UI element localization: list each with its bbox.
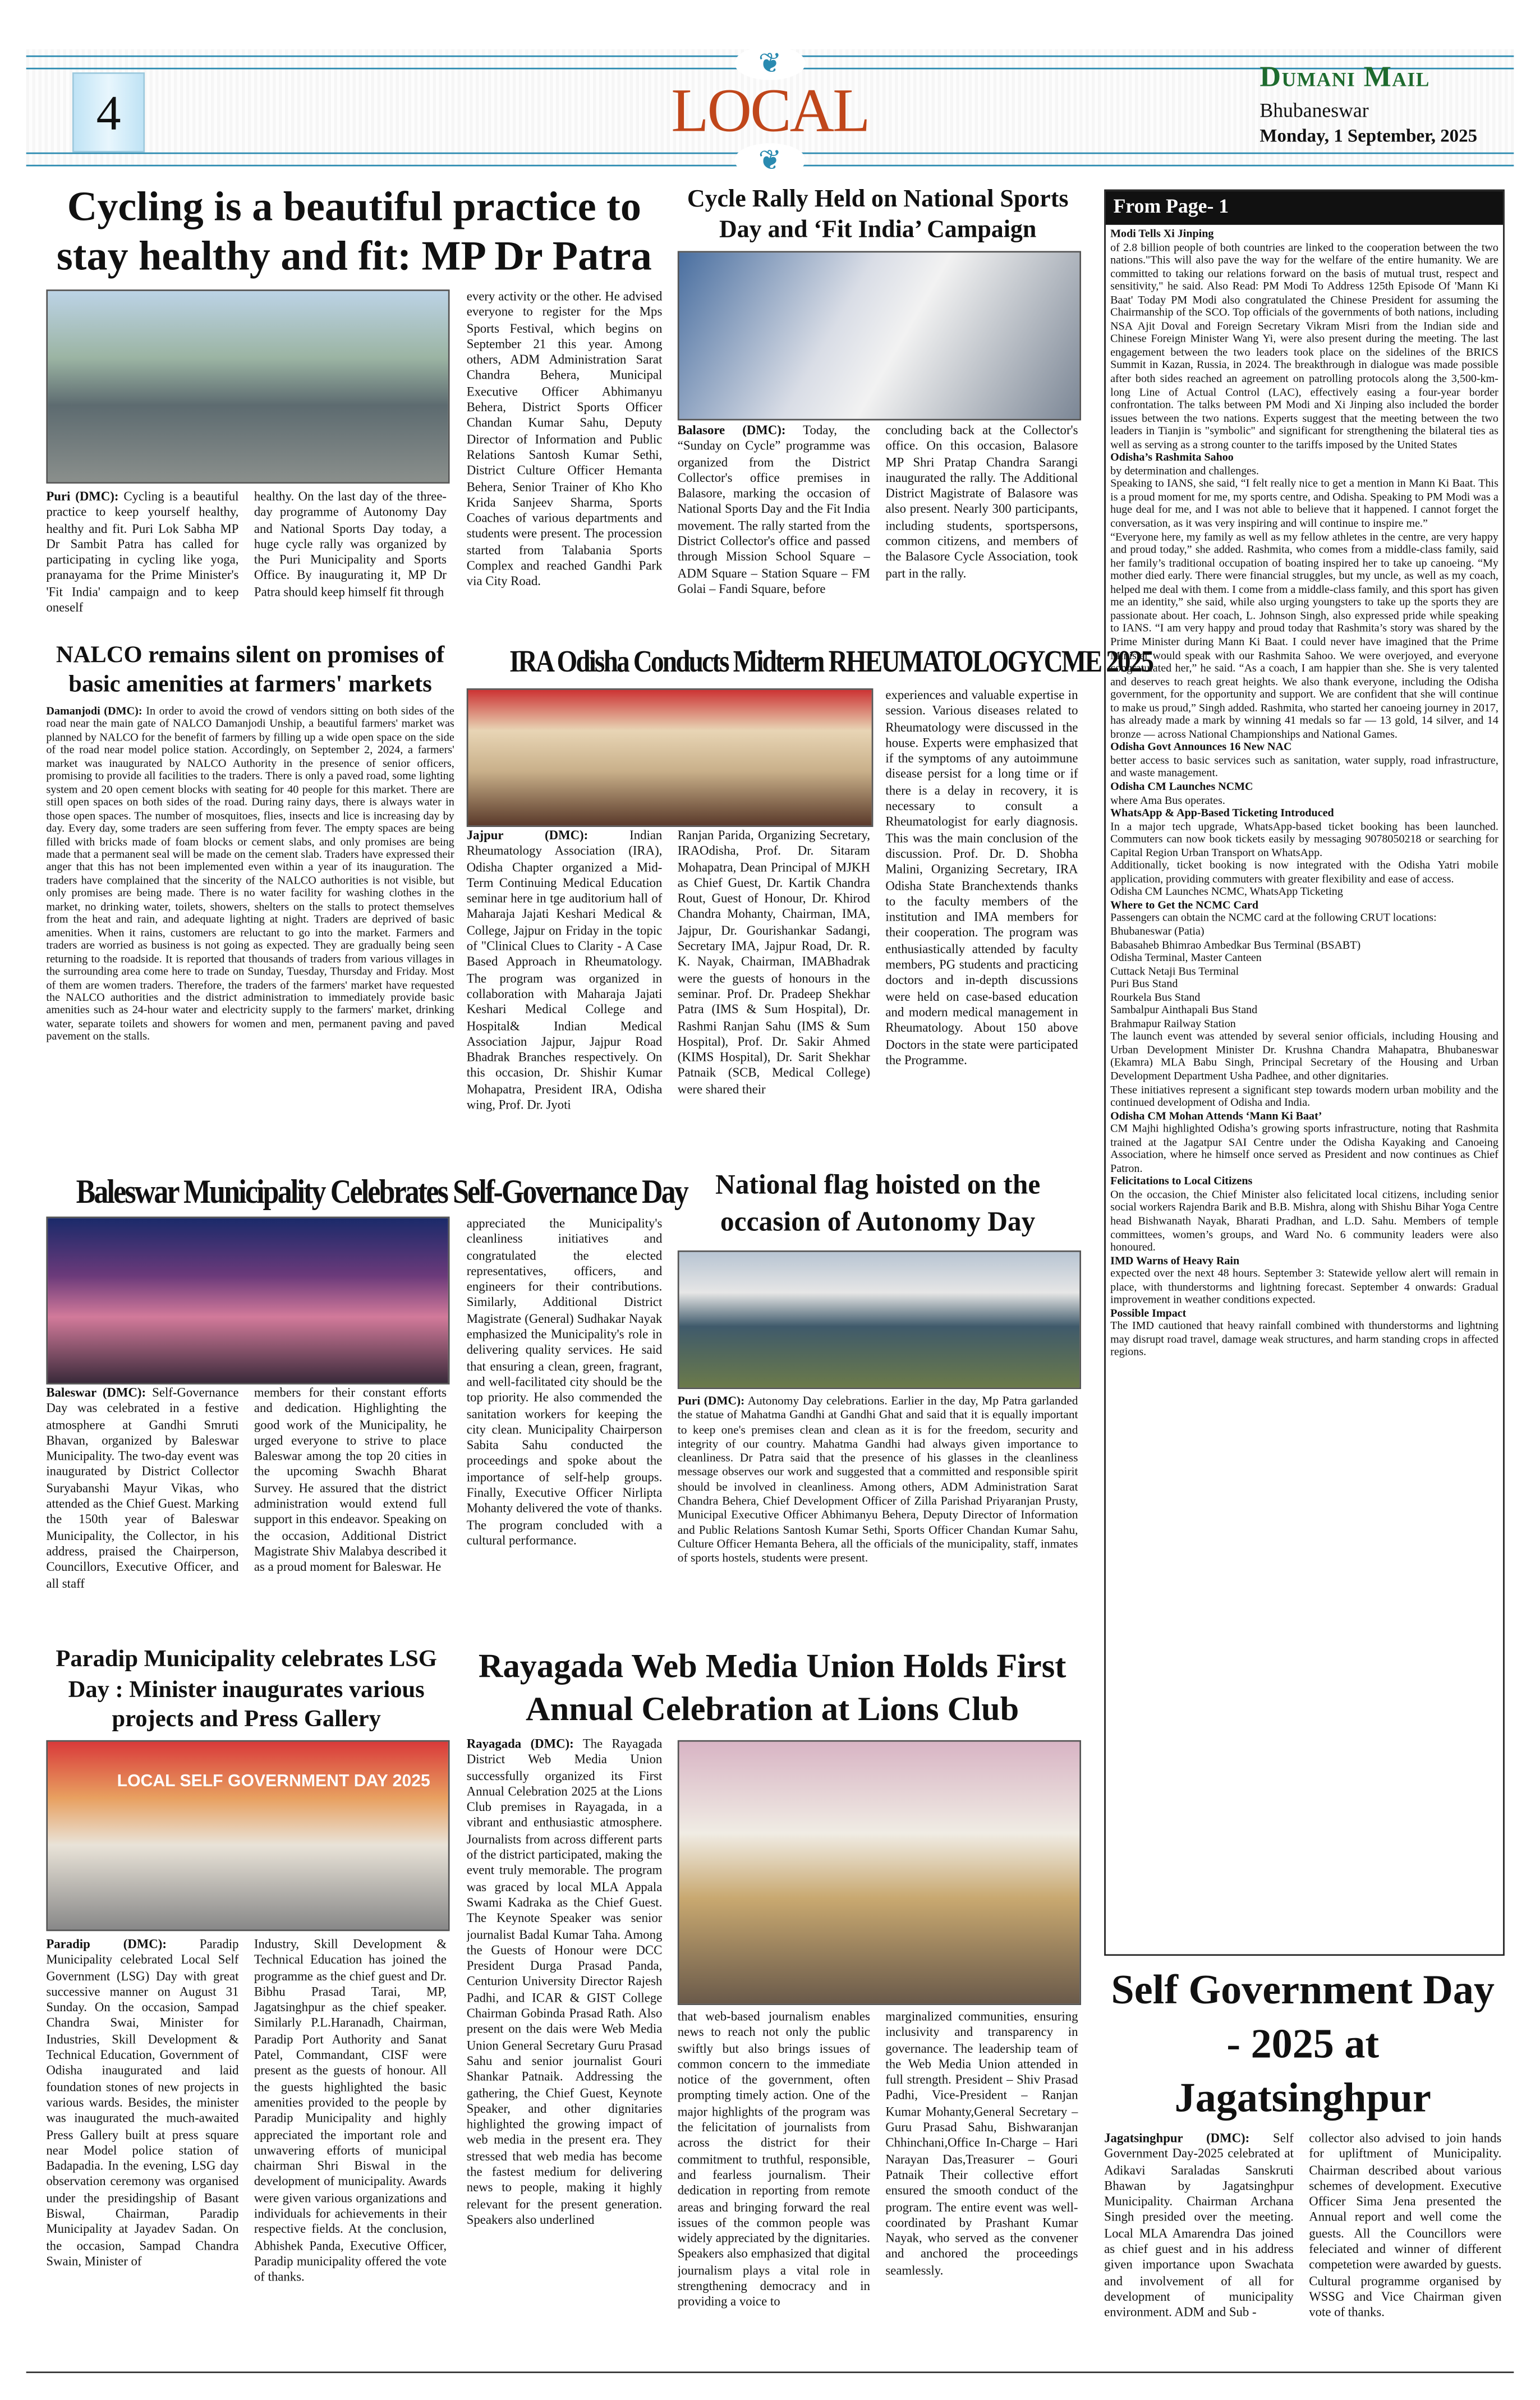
- photo-flag-off-rally: [678, 251, 1081, 420]
- article-column: Ranjan Parida, Organizing Secretary, IRAOdisha, Prof. Dr. Sitaram Mohapatra, Dean Principal of MJKH as Chief Guest, Dr. Kartik Chandra Rout, Guest of Honour, Dr. Khirod Chandra Mohanty, Chairman, IMA, Jajpur, Dr. Gourishankar Sadangi, Secretary IMA, Jajpur Road, Dr. R. K. Nayak, Chairman, IMABhadrak were the guests of honours in the seminar. Prof. Dr. Pradeep Shekhar Patra (IMS & Sum Hospital), Dr. Rashmi Ranjan Sahu (IMS & Sum Hospital), Prof. Dr. Sakir Ahmed (KIMS Hospital), Dr. Sarit Shekhar Patnaik (SCB, Medical College) were shared their: [677, 828, 870, 1096]
- masthead: Dumani Mail: [1259, 61, 1430, 94]
- subheading: Where to Get the NCMC Card: [1110, 898, 1259, 912]
- paragraph: On the occasion, the Chief Minister also felicitated local citizens, including senior social workers Rajendra Barik and B.B. Mishra, along with Shishu Bihar Yoga Centre head Bishwanath Nayak, Bharati Pradhan, and L.D. Sahu. Members of temple committees, women’s groups, and Ward No. 6 community leaders were also honoured.: [1110, 1187, 1498, 1254]
- article-text: Today, the “Sunday on Cycle” programme was organized from the District Collector's office premises in Balasore, marking the occasion of National Sports Day and the Fit India movement. The rally started from the District Collector's office and passed through Mission School Square – ADM Square – Station Square – FM Golai – Fandi Square, before: [677, 423, 870, 596]
- article-text: Autonomy Day celebrations. Earlier in the day, Mp Patra garlanded the statue of Mahatma Gandhi at Gandhi Ghat and said that it is equally important to keep one's premises clean and clean as it is for the freedom, security and integrity of our country. Mahatma Gandhi had always given importance to cleanliness. Dr Patra said that the presence of his glasses in the cleanliness message observes our work and suggested that a committed and responsible spirit should be involved in cleanliness. Among others, ADM Administration Sarat Chandra Behera, Chief Development Officer of Zilla Parishad Priyaranjan Prusty, Municipal Executive Officer Abhimanyu Behera, Deputy Director of Information and Public Relations Santosh Kumar Sethi, Sports Officer Chandan Kumar Sahu, Culture Officer Hemanta Behera, all the officials of the municipality, staff, inmates of sports hostels, students were present.: [677, 1394, 1078, 1565]
- subheading: WhatsApp & App-Based Ticketing Introduced: [1110, 805, 1334, 820]
- dateline: Baleswar (DMC):: [46, 1386, 146, 1400]
- subheading: IMD Warns of Heavy Rain: [1110, 1253, 1240, 1267]
- article-column: [1104, 2131, 1294, 2359]
- article-column: that web-based journalism enables news to reach not only the public swiftly but also brings issues of common concern to the immediate notice of the government, often prompting timely action. One of the major highlights of the program was the felicitation of journalists from across the district for their commitment to truthful, responsible, and fearless journalism. Their dedication in reporting from remote areas and bringing forward the real issues of the common people was widely appreciated by the dignitaries. Speakers also emphasized that digital journalism plays a vital role in strengthening democracy and in providing a voice to: [677, 2010, 870, 2309]
- article-column: [46, 1386, 238, 1633]
- headline-national-flag: National flag hoisted on the occasion of Autonomy Day: [715, 1169, 1041, 1237]
- article-column: [467, 1737, 663, 2359]
- paragraph: The IMD cautioned that heavy rainfall combined with thunderstorms and lightning may disrupt road travel, damage weak structures, and harm standing crops in affected regions.: [1110, 1318, 1498, 1359]
- subheading: Odisha CM Mohan Attends ‘Mann Ki Baat’: [1110, 1108, 1322, 1123]
- footer-rule: [26, 2371, 1514, 2373]
- article-column: members for their constant efforts and dedication. Highlighting the good work of the Municipality, he urged everyone to strive to place Baleswar among the top 20 cities in the upcoming Swachh Bharat Survey. He assured that the district administration would extend full support in this endeavor. Speaking on the occasion, Additional District Magistrate Shiv Malabya described it as a proud moment for Baleswar. He: [254, 1386, 447, 1575]
- article-column: [678, 424, 870, 635]
- article-column: Industry, Skill Development & Technical Education has joined the programme as the chief guest and Dr. Bibhu Prasad Tarai, MP, Jagatsinghpur as the chief speaker. Similarly P.L.Haranadh, Chairman, Paradip Port Authority and Sanat Patel, Commandant, CISF were present as the guests of honour. All the guests highlighted the basic amenities provided to the people by Paradip Municipality and highly appreciated the important role and unwavering efforts of municipal chairman Shri Biswal in the development of municipality. Awards were given various organizations and individuals for achievements in their respective fields. At the conclusion, Abhishek Panda, Executive Officer, Paradip municipality offered the vote of thanks.: [254, 1937, 447, 2284]
- subheading: Odisha Govt Announces 16 New NAC: [1110, 739, 1292, 754]
- ornament-icon: ❦: [734, 46, 805, 80]
- photo-flag-hoisting: [678, 1250, 1081, 1389]
- article-text: The Rayagada District Web Media Union successfully organized its First Annual Celebration 2025 at the Lions Club premises in Rayagada, in a vibrant and enthusiastic atmosphere. Journalists from across different parts of the district participated, making the event truly memorable. The program was graced by local MLA Appala Swami Kadraka as the Chief Guest. The Keynote Speaker was senior journalist Badal Kumar Taha. Among the Guests of Honour were DCC President Durga Prasad Panda, Centurion University Director Rajesh Padhi, and ICAR & GIST College Chairman Gobinda Prasad Rath. Also present on the dais were Web Media Union General Secretary Guru Prasad Sahu and senior journalist Gouri Shankar Patnaik. Addressing the gathering, the Chief Guest, Keynote Speaker, and other dignitaries highlighted the growing impact of web media in the present era. They stressed that web media has become the fastest medium for delivering news to people, making it highly relevant for the present generation. Speakers also underlined: [466, 1737, 663, 2227]
- page-number: 4: [72, 72, 145, 153]
- dateline: Damanjodi (DMC):: [46, 705, 142, 718]
- headline-ira: IRA Odisha Conducts Midterm RHEUMATOLOGYCME 2025: [509, 645, 1153, 679]
- headline-paradip: Paradip Municipality celebrates LSG Day : Minister inaugurates various projects and Press Gallery: [56, 1646, 437, 1733]
- photo-baleswar-event: [46, 1217, 449, 1385]
- article-column: [467, 829, 663, 1160]
- subheading: Possible Impact: [1110, 1305, 1187, 1320]
- photo-cycle-rally-puri: [46, 289, 449, 484]
- photo-banner-text: LOCAL SELF GOVERNMENT DAY 2025: [117, 1772, 430, 1791]
- article-text: In order to avoid the crowd of vendors sitting on both sides of the road near the main gate of NALCO Damanjodi Unship, a beautiful farmers' market was planned by NALCO for the benefit of farmers by filling up a wide open space on the side of the road near model police station. Accordingly, on September 2, 2024, a farmers' market was inaugurated by NALCO Authority in the presence of senior officers, promising to provide all facilities to the traders. There is only a paved road, some lighting system and 20 open cement blocks with seating for 40 people for this market. There are still open spaces on both sides of the road. During rainy days, there is always water in those open spaces. The number of mosquitoes, flies, insects and lice is increasing day by day. Every day, some traders are seen suffering from fever. The empty spaces are being filled with bricks made of foam blocks or cement slabs, and only promises are being made that a permanent seal will be made on the cement slab. Traders have expressed their anger that this has not been implemented even within a year of its inauguration. The traders have complained that the sincerity of the NALCO authorities is not visible, but only promises are being made. There is no water facility for washing clothes in the market, no drinking water, toilets, showers, shelters on the stalls to protect themselves from the heat and rain, and adequate lighting at night. Traders are deprived of basic amenities. When it rains, customers are reluctant to go into the market. Farmers and traders are worried as business is not going as expected. They are gradually being seen returning to the roadside. It is reported that thousands of traders from various villages in the surrounding area come here to trade on Sunday, Tuesday, Thursday and Friday. Most of them are women traders. Therefore, the traders of the farmers' market have requested the NALCO authorities and the district administration to immediately provide basic amenities such as 24-hour water and electricity supply to the farmers' market, drinking water, separate toilets and showers for women and men, permanent paving and paved pavement on the stalls.: [46, 705, 454, 1043]
- photo-paradip-lsg-day: [46, 1740, 449, 1931]
- edition-city: Bhubaneswar: [1259, 98, 1369, 122]
- headline-cycling: Cycling is a beautiful practice to stay healthy and fit: MP Dr Patra: [56, 183, 652, 279]
- ornament-icon: ❦: [734, 143, 805, 177]
- subheading: Modi Tells Xi Jinping: [1110, 226, 1214, 241]
- dateline: Rayagada (DMC):: [466, 1737, 574, 1751]
- article-text: Self Government Day-2025 celebrated at Adikavi Saraladas Sanskruti Bhawan by Jagatsinghpur Municipality. Chairman Archana Singh presided over the meeting. Local MLA Amarendra Das joined as chief guest and in his address given importance upon Swachata and involvement of all for development of municipality environment. ADM and Sub -: [1104, 2131, 1294, 2320]
- article-column: concluding back at the Collector's office. On this occasion, Balasore MP Shri Pratap Chandra Sarangi inaugurated the rally. The Additional District Magistrate of Balasore was also present. Nearly 300 participants, including students, sportspersons, common citizens, and members of the Balasore Cycle Association, took part in the rally.: [885, 423, 1078, 580]
- photo-ira-seminar: [467, 688, 874, 827]
- paragraph: Cuttack Netaji Bus Terminal: [1110, 963, 1239, 978]
- paragraph: These initiatives represent a significant step towards modern urban mobility and the continued development of Odisha and India.: [1110, 1082, 1498, 1109]
- paragraph: better access to basic services such as sanitation, water supply, road infrastructure, and waste management.: [1110, 752, 1498, 780]
- from-page-1-heading: From Page- 1: [1106, 191, 1503, 224]
- article-column: appreciated the Municipality's cleanliness initiatives and congratulated the elected representatives, officers, and engineers for their contributions. Similarly, Additional District Magistrate (General) Sudhakar Nayak emphasized the Municipality's role in delivering quality services. He said that ensuring a clean, green, fragrant, and well-facilitated city should be the top priority. He also commended the sanitation workers for keeping the city clean. Municipality Chairperson Sabita Sahu conducted the proceedings and spoke about the importance of self-help groups. Finally, Executive Officer Nirlipta Mohanty delivered the vote of thanks. The program concluded with a cultural performance.: [466, 1216, 663, 1548]
- subheading: Odisha’s Rashmita Sahoo: [1110, 450, 1234, 465]
- paragraph: Additionally, ticket booking is now integrated with the Odisha Yatri mobile application, providing commuters with greater flexibility and ease of access.: [1110, 858, 1498, 885]
- subheading: Odisha CM Launches NCMC: [1110, 779, 1253, 793]
- paragraph: The launch event was attended by several senior officials, including Housing and Urban Development Minister Dr. Krushna Chandra Mahapatra, Bhubaneswar (Ekamra) MLA Babu Singh, Principal Secretary of the Housing and Urban Development Department Usha Padhee, and other dignitaries.: [1110, 1029, 1498, 1083]
- dateline: Puri (DMC):: [677, 1394, 745, 1408]
- headline-nalco: NALCO remains silent on promises of basic amenities at farmers' markets: [56, 642, 445, 698]
- section-title: LOCAL: [671, 75, 869, 145]
- article-column: [678, 1394, 1078, 1632]
- article-column: every activity or the other. He advised everyone to register for the Mps Sports Festival, which begins on September 21 this year. Among others, ADM Administration Sarat Chandra Behera, Municipal Executive Officer Abhimanyu Behera, District Sports Officer Chandan Kumar Sahu, Deputy Director of Information and Public Relations Santosh Kumar Sethi, District Culture Officer Hemanta Behera, Senior Trainer of Kho Kho Krida Sanjeev Sharma, Sports Coaches of various departments and students were present. The procession started from Talabania Sports Complex and reached Gandhi Park via City Road.: [466, 289, 663, 589]
- article-text: Indian Rheumatology Association (IRA), Odisha Chapter organized a Mid-Term Continuing Medical Education seminar here in tge auditorium hall of Maharaja Jajati Keshari Medical & College, Jajpur on Friday in the topic of "Clinical Clues to Clarity - A Case Based Approach in Rheumatology. The program was organized in collaboration with Maharaja Jajati Keshari Medical College and Hospital& Indian Medical Association Jajpur, Jajpur Road Bhadrak Branches respectively. On this occasion, Dr. Shishir Kumar Mohapatra, President IRA, Odisha wing, Prof. Dr. Jyoti: [466, 828, 663, 1112]
- paragraph: Brahmapur Railway Station: [1110, 1016, 1236, 1030]
- headline-baleswar: Baleswar Municipality Celebrates Self-Governance Day: [76, 1171, 687, 1211]
- article-text: Cycling is a beautiful practice to keep yourself healthy, healthy and fit. Puri Lok Sabha MP Dr Sambit Patra has called for participating in cycling like yoga, pranayama for the Prime Minister's 'Fit India' campaign and to keep oneself: [46, 489, 239, 615]
- dateline: Puri (DMC):: [46, 489, 119, 504]
- from-page-1-body: [1106, 225, 1503, 1363]
- headline-rayagada: Rayagada Web Media Union Holds First Annual Celebration at Lions Club: [478, 1646, 1066, 1728]
- article-column: experiences and valuable expertise in session. Various diseases related to Rheumatology were discussed in the house. Experts were emphasized that if the symptoms of any autoimmune disease persist for a long time or if there is a delay in recovery, it is necessary to consult a Rheumatologist for early diagnosis. This was the main conclusion of the discussion. Prof. Dr. D. Shobha Malini, Organizing Secretary, IRA Odisha State Branchextends thanks to the faculty members of the institution and IMA members for their cooperation. The program was enthusiastically attended by faculty members, PG students and practicing doctors and in-depth discussions were held on case-based education and modern medical management in Rheumatology. About 150 above Doctors in the state were participated the Programme.: [885, 688, 1078, 1067]
- paragraph: Odisha Terminal, Master Canteen: [1110, 950, 1262, 964]
- paragraph: In a major tech upgrade, WhatsApp-based ticket booking has been launched. Commuters can now book tickets easily by messaging 9078050218 or searching for Capital Region Urban Transport on WhatsApp.: [1110, 819, 1498, 859]
- paragraph: CM Majhi highlighted Odisha’s growing sports infrastructure, noting that Rashmita trained at the Jagatpur SAI Centre under the Odisha Kayaking and Canoeing Association, where he himself once served as President and now continues as Chief Patron.: [1110, 1121, 1498, 1175]
- article-text: Paradip Municipality celebrated Local Self Government (LSG) Day with great successive manner on August 31 Sunday. On the occasion, Sampad Chandra Swai, Minister for Industries, Skill Development & Technical Education, Government of Odisha inaugurated and laid foundation stones of new projects in various wards. Besides, the minister was inaugurated the much-awaited Press Gallery built at press square near Model police station of Badapadia. In the evening, LSG day observation ceremony was organised under the presidingship of Basant Biswal, Chairman, Paradip Municipality at Jayadev Sadan. On the occasion, Sampad Chandra Swain, Minister of: [46, 1937, 239, 2269]
- article-column: marginalized communities, ensuring inclusivity and transparency in governance. The leadership team of the Web Media Union attended in full strength. President – Shiv Prasad Padhi, Vice-President – Ranjan Kumar Mohanty,General Secretary – Guru Prasad Sahu, Bishwaranjan Chhinchani,Office In-Charge – Hari Narayan Das,Treasurer – Gouri Patnaik Their collective effort ensured the smooth conduct of the program. The entire event was well-coordinated by Prashant Kumar Nayak, who served as the convener and anchored the proceedings seamlessly.: [885, 2010, 1078, 2278]
- paragraph: Odisha CM Launches NCMC, WhatsApp Ticketing: [1110, 884, 1343, 899]
- article-column: [46, 1937, 238, 2359]
- paragraph: Passengers can obtain the NCMC card at the following CRUT locations:: [1110, 911, 1437, 925]
- article-column: collector also advised to join hands for upliftment of Municipality. Chairman described about various schemes of development. Executive Officer Sima Jena presented the Annual report and well come the guests. All the Councillors were feleciated and winner of different competetion were awarded by guests. Cultural programme organised by WSSG and Vice Chairman given vote of thanks.: [1309, 2131, 1502, 2320]
- subheading: Felicitations to Local Citizens: [1110, 1174, 1253, 1188]
- paragraph: of 2.8 billion people of both countries are linked to the cooperation between the two nations."This will also pave the way for the welfare of the entire humanity. We are committed to taking our relations forward on the basis of mutual trust, respect and sensitivity," he said. Also Read: PM Modi To Address 125th Episode Of 'Mann Ki Baat' Today PM Modi also congratulated the Chinese President for assuming the Chairmanship of the SCO. Top officials of the governments of both nations, including NSA Ajit Doval and Foreign Secretary Vikram Misri from the Indian side and Chinese Foreign Minister Wang Yi, were also present during the meeting. The last engagement between the two leaders took place on the sidelines of the BRICS Summit in Kazan, Russia, in 2024. The breakthrough in dialogue was made possible after both sides reached an agreement on patrolling protocols along the 3,500-km-long Line of Actual Control (LAC), effectively easing a four-year border confrontation. The talks between PM Modi and Xi Jinping also included the border issues between the two nations. Experts suggest that the meeting between the two leaders in Tianjin is "symbolic" and significant for strengthening the bilateral ties as well as serving as a strong counter to the tariffs imposed by the United States: [1110, 239, 1498, 451]
- article-column: healthy. On the last day of the three-day programme of Autonomy Day and National Sports Day today, a huge cycle rally was organized by the Puri Municipality and Sports Office. By inaugurating it, MP Dr Patra should keep himself fit through: [254, 489, 447, 599]
- edition-date: Monday, 1 September, 2025: [1259, 125, 1478, 146]
- paragraph: expected over the next 48 hours. September 3: Statewide yellow alert will remain in place, with thunderstorms and lightning forecast. September 4 onwards: Gradual improvement in weather conditions expected.: [1110, 1266, 1498, 1307]
- article-column: [46, 705, 454, 1160]
- paragraph: by determination and challenges.: [1110, 463, 1259, 477]
- paragraph: “Everyone here, my family as well as my fellow athletes in the centre, are very happy and proud today,” she added. Rashmita, who comes from a middle-class family, said her family’s traditional occupation of boating inspired her to take up canoeing. “My mother died early. There were financial struggles, but my uncle, as well as my coach, helped me deal with them. I come from a middle-class family, and this sport has given me an identity,” she said, while also urging youngsters to take up the sports they are passionate about. Her coach, L. Johnson Singh, also expressed pride while speaking to IANS. “I am very happy and proud today that Rashmita’s story was shared by the Prime Minister during Mann Ki Baat. I could never have imagined that the Prime Minister would speak with our Rashmita Sahoo. We were overjoyed, and everyone congratulated her,” he said. “As a coach, I am happier than she. She is very talented and deserves to reach great heights. We also thank everyone, including the Odisha government, for the opportunity and support. We are confident that she will continue to make us proud,” Singh added. Rashmita, who started her canoeing journey in 2017, has already made a mark by winning 41 medals so far — 13 gold, 14 silver, and 14 bronze — across National Championships and National Games.: [1110, 529, 1498, 741]
- dateline: Paradip (DMC):: [46, 1937, 167, 1951]
- article-column: [46, 490, 238, 635]
- paragraph: where Ama Bus operates.: [1110, 792, 1225, 807]
- paragraph: Bhubaneswar (Patia): [1110, 923, 1205, 938]
- headline-self-government: Self Government Day - 2025 at Jagatsinghpur: [1111, 1966, 1495, 2121]
- dateline: Jajpur (DMC):: [466, 828, 589, 843]
- paragraph: Rourkela Bus Stand: [1110, 990, 1201, 1004]
- headline-cycle-rally: Cycle Rally Held on National Sports Day and ‘Fit India’ Campaign: [687, 186, 1069, 243]
- from-page-1-box: [1104, 190, 1505, 1956]
- dateline: Balasore (DMC):: [677, 423, 786, 438]
- paragraph: Speaking to IANS, she said, “I felt really nice to get a mention in Mann Ki Baat. This is a proud moment for me, my sports centre, and Odisha. Speaking to PM Modi was a huge deal for me, and I was not able to believe that it happened. I cannot forget the conversation, as it was very inspiring and will continue to inspire me.”: [1110, 476, 1498, 530]
- dateline: Jagatsinghpur (DMC):: [1104, 2131, 1250, 2145]
- paragraph: Babasaheb Bhimrao Ambedkar Bus Terminal (BSABT): [1110, 937, 1361, 951]
- photo-rayagada-felicitation: [678, 1740, 1081, 2005]
- paragraph: Sambalpur Ainthapali Bus Stand: [1110, 1003, 1258, 1017]
- article-text: Self-Governance Day was celebrated in a festive atmosphere at Gandhi Smruti Bhavan, organized by Baleswar Municipality. The two-day event was inaugurated by District Collector Suryabanshi Mayur Vikas, who attended as the Chief Guest. Marking the 150th year of Baleswar Municipality, the Collector, in his address, praised the Chairperson, Councillors, Executive Officer, and all staff: [46, 1386, 239, 1590]
- paragraph: Puri Bus Stand: [1110, 976, 1178, 991]
